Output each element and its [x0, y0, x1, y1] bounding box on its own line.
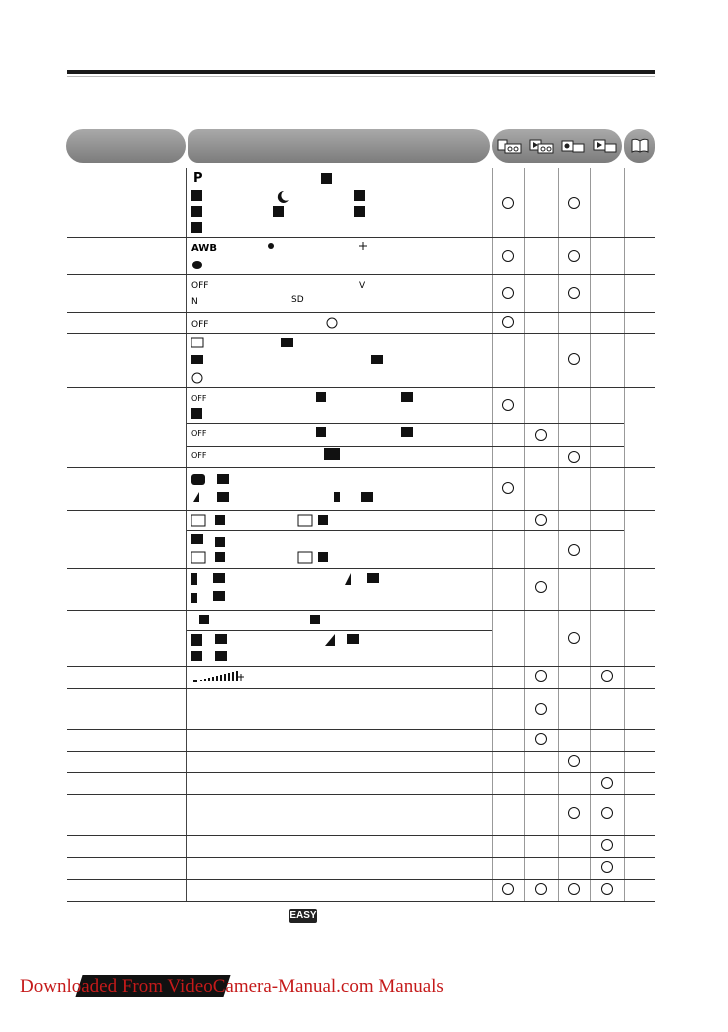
mark-circle: [535, 670, 547, 682]
top-rule-thin: [67, 76, 655, 77]
mark-circle: [535, 514, 547, 526]
mark-circle: [568, 451, 580, 463]
camera-card-icon: [561, 139, 587, 155]
svg-text:V: V: [359, 281, 366, 291]
row-line: [67, 835, 655, 836]
header-menu-item: [66, 129, 186, 163]
svg-text:OFF: OFF: [191, 451, 207, 460]
still-size-icons: [191, 571, 481, 607]
row-line: [67, 901, 655, 902]
row-line: [67, 387, 655, 388]
svg-text:OFF: OFF: [191, 281, 209, 291]
mark-circle: [568, 250, 580, 262]
col-line-options: [186, 168, 187, 902]
row-line: [67, 467, 655, 468]
row-line: [67, 510, 655, 511]
row-line: [67, 610, 655, 611]
self-timer-icons: [191, 315, 481, 331]
mark-circle: [568, 544, 580, 556]
mark-circle: [601, 861, 613, 873]
easy-badge: EASY: [289, 910, 317, 921]
row-line: [67, 688, 655, 689]
row-line: [67, 666, 655, 667]
play-tape-icon: [529, 139, 555, 155]
drive-mode-icons: [191, 336, 481, 386]
mark-circle: [535, 429, 547, 441]
book-icon: [630, 138, 650, 154]
mark-circle: [601, 670, 613, 682]
mark-circle: [535, 703, 547, 715]
card-size-icons: [191, 613, 481, 665]
image-effect-icons: [191, 277, 481, 311]
svg-text:OFF: OFF: [191, 320, 209, 330]
mark-circle: [568, 197, 580, 209]
mark-circle: [601, 839, 613, 851]
program-ae-icons: [191, 171, 481, 235]
col-line-3: [558, 168, 559, 902]
svg-text:P: P: [193, 171, 203, 186]
mark-circle: [535, 883, 547, 895]
play-card-icon: [593, 139, 619, 155]
svg-text:N: N: [191, 297, 198, 307]
footer-download-text[interactable]: Downloaded From VideoCamera-Manual.com Manuals: [20, 976, 444, 997]
row-line: [67, 274, 655, 275]
mark-circle: [568, 632, 580, 644]
mark-circle: [502, 482, 514, 494]
mark-circle: [601, 777, 613, 789]
row-line: [67, 729, 655, 730]
col-line-1: [492, 168, 493, 902]
mark-circle: [502, 399, 514, 411]
movie-size-icons: [191, 513, 481, 567]
row-line: [67, 857, 655, 858]
row-line: [67, 751, 655, 752]
mark-circle: [535, 581, 547, 593]
mark-circle: [568, 807, 580, 819]
mark-circle: [535, 733, 547, 745]
camera-tape-icon: [497, 139, 523, 155]
level-meter-icon: [191, 670, 291, 684]
white-balance-icons: [191, 240, 481, 274]
col-line-5: [624, 168, 625, 902]
mark-circle: [502, 287, 514, 299]
digital-effect-icons: [191, 390, 481, 466]
mark-circle: [502, 883, 514, 895]
mark-circle: [568, 883, 580, 895]
row-line: [67, 772, 655, 773]
mark-circle: [502, 316, 514, 328]
svg-text:AWB: AWB: [191, 243, 217, 254]
svg-text:SD: SD: [291, 295, 304, 305]
row-line: [67, 568, 655, 569]
quality-icons: [191, 472, 481, 508]
row-line: [67, 237, 655, 238]
top-rule: [67, 70, 655, 74]
col-line-4: [590, 168, 591, 902]
header-setting-options: [188, 129, 490, 163]
row-line: [67, 312, 655, 313]
mark-circle: [601, 807, 613, 819]
row-line: [67, 879, 655, 880]
mark-circle: [568, 755, 580, 767]
mark-circle: [568, 353, 580, 365]
svg-text:OFF: OFF: [191, 429, 207, 438]
mark-circle: [601, 883, 613, 895]
mark-circle: [502, 250, 514, 262]
row-line: [67, 333, 655, 334]
col-line-2: [524, 168, 525, 902]
row-line: [67, 794, 655, 795]
mark-circle: [502, 197, 514, 209]
mark-circle: [568, 287, 580, 299]
svg-text:OFF: OFF: [191, 394, 207, 403]
